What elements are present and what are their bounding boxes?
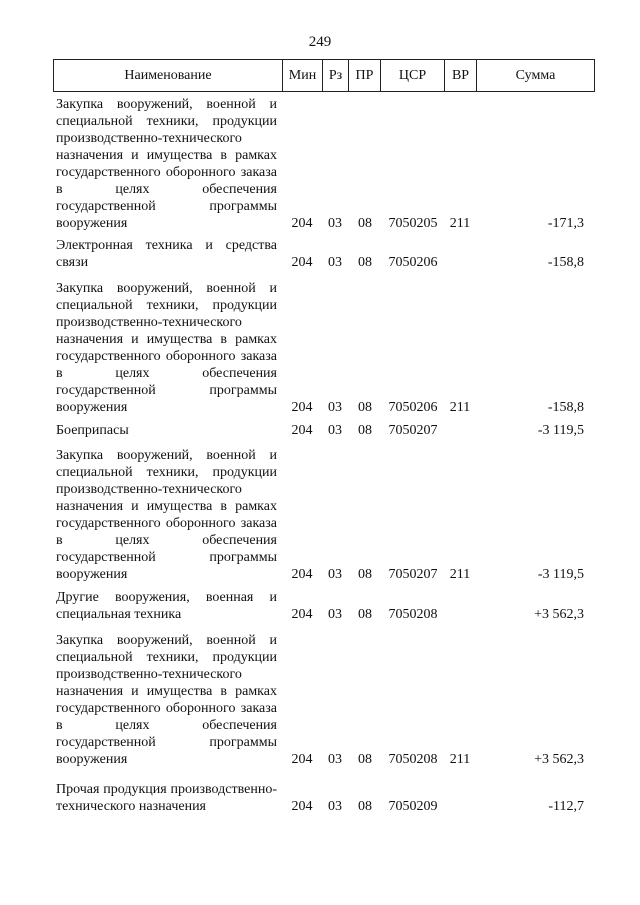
header-rz: Рз [323,60,349,92]
row-csr: 7050207 [388,423,438,438]
row-csr: 7050206 [388,400,438,415]
row-rz: 03 [328,607,342,622]
header-sum: Сумма [477,60,595,92]
row-name: Закупка вооружений, военной и специальной техники, продукции производственно-технического назначения и имущества в рамках государственного оборонного заказа в целях обеспечения государственной программы вооружения [56,448,277,582]
row-vr: 211 [449,216,471,231]
row-rz: 03 [328,216,342,231]
row-pr: 08 [358,255,372,270]
row-min: 204 [291,423,313,438]
row-min: 204 [291,607,313,622]
row-sum: -112,7 [548,799,584,814]
row-sum: -3 119,5 [537,423,584,438]
table-body [0,96,640,815]
table-row [0,96,640,232]
row-name: Закупка вооружений, военной и специальной техники, продукции производственно-технического назначения и имущества в рамках государственного оборонного заказа в целях обеспечения государственной программы вооружения [56,281,277,415]
row-pr: 08 [358,567,372,582]
header-vr: ВР [445,60,477,92]
row-sum: -158,8 [547,255,584,270]
row-csr: 7050208 [388,752,438,767]
row-sum: +3 562,3 [534,752,584,767]
row-sum: -158,8 [547,400,584,415]
row-min: 204 [291,752,313,767]
row-csr: 7050209 [388,799,438,814]
row-vr: 211 [449,400,471,415]
table-header [53,59,595,92]
row-name: Закупка вооружений, военной и специальной техники, продукции производственно-технического назначения и имущества в рамках государственного оборонного заказа в целях обеспечения государственной программы вооружения [56,633,277,767]
row-name: Закупка вооружений, военной и специальной техники, продукции производственно-технического назначения и имущества в рамках государственного оборонного заказа в целях обеспечения государственной программы вооружения [56,97,277,231]
header-name: Наименование [54,60,283,92]
row-sum: +3 562,3 [534,607,584,622]
row-rz: 03 [328,567,342,582]
row-rz: 03 [328,423,342,438]
row-name: Другие вооружения, военная и специальная техника [56,590,277,622]
row-csr: 7050207 [388,567,438,582]
table-row [0,632,640,768]
row-rz: 03 [328,255,342,270]
header-pr: ПР [349,60,381,92]
table-row [0,781,640,815]
row-min: 204 [291,400,313,415]
row-sum: -171,3 [547,216,584,231]
row-rz: 03 [328,799,342,814]
table-row [0,280,640,416]
row-rz: 03 [328,752,342,767]
row-pr: 08 [358,423,372,438]
row-rz: 03 [328,400,342,415]
row-pr: 08 [358,752,372,767]
header-csr: ЦСР [381,60,445,92]
row-name: Прочая продукция производственно-технического назначения [56,782,277,814]
table-row [0,589,640,623]
row-sum: -3 119,5 [537,567,584,582]
row-pr: 08 [358,216,372,231]
page-number: 249 [308,34,332,50]
row-csr: 7050208 [388,607,438,622]
row-vr: 211 [449,567,471,582]
row-name: Боеприпасы [56,423,129,438]
row-vr: 211 [449,752,471,767]
row-name: Электронная техника и средства связи [56,238,277,270]
header-min: Мин [283,60,323,92]
row-min: 204 [291,567,313,582]
table-row [0,237,640,271]
table-row [0,447,640,583]
row-csr: 7050205 [388,216,438,231]
row-pr: 08 [358,799,372,814]
row-min: 204 [291,255,313,270]
row-csr: 7050206 [388,255,438,270]
row-min: 204 [291,799,313,814]
row-pr: 08 [358,400,372,415]
table-row [0,422,640,439]
row-pr: 08 [358,607,372,622]
row-min: 204 [291,216,313,231]
